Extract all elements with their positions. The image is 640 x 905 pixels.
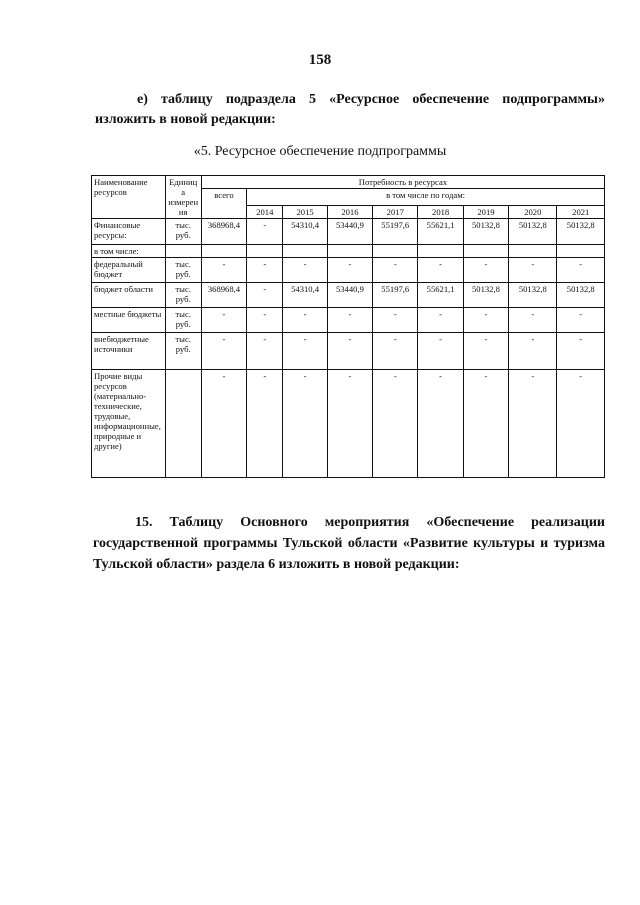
table-row — [92, 245, 605, 258]
row-total: 368968,4 — [201, 219, 246, 245]
row-year-value: 50132,8 — [509, 283, 557, 308]
row-year-value: - — [463, 258, 508, 283]
row-total: - — [201, 308, 246, 333]
row-name: в том числе: — [92, 245, 166, 258]
row-name: местные бюджеты — [92, 308, 166, 333]
header-need: Потребность в ресурсах — [201, 176, 604, 189]
table-row — [92, 370, 605, 478]
empty-cell — [509, 245, 557, 258]
row-year-value: 50132,8 — [557, 283, 605, 308]
header-year: 2019 — [463, 206, 508, 219]
row-year-value: - — [247, 333, 283, 370]
row-year-value: 53440,9 — [327, 219, 372, 245]
row-year-value: - — [373, 370, 418, 478]
empty-cell — [327, 245, 372, 258]
row-name: бюджет области — [92, 283, 166, 308]
row-year-value: - — [557, 258, 605, 283]
row-year-value: - — [509, 258, 557, 283]
row-year-value: - — [327, 370, 372, 478]
row-total: - — [201, 258, 246, 283]
row-unit: тыс. руб. — [165, 219, 201, 245]
header-by-years: в том числе по годам: — [247, 189, 605, 206]
row-year-value: - — [418, 258, 463, 283]
empty-cell — [247, 245, 283, 258]
row-year-value: - — [247, 308, 283, 333]
empty-cell — [165, 245, 201, 258]
row-year-value: - — [247, 219, 283, 245]
row-year-value: - — [283, 258, 327, 283]
row-year-value: - — [463, 333, 508, 370]
header-row-1 — [92, 176, 605, 189]
row-total: 368968,4 — [201, 283, 246, 308]
header-year: 2020 — [509, 206, 557, 219]
row-year-value: - — [557, 370, 605, 478]
header-year: 2017 — [373, 206, 418, 219]
header-unit: Единица измерения — [165, 176, 201, 219]
row-year-value: 55197,6 — [373, 283, 418, 308]
row-name: федеральный бюджет — [92, 258, 166, 283]
row-unit: тыс. руб. — [165, 308, 201, 333]
row-year-value: - — [373, 258, 418, 283]
row-year-value: - — [247, 370, 283, 478]
row-year-value: - — [509, 308, 557, 333]
row-year-value: 50132,8 — [509, 219, 557, 245]
row-year-value: - — [418, 370, 463, 478]
row-year-value: - — [373, 333, 418, 370]
row-unit: тыс. руб. — [165, 283, 201, 308]
empty-cell — [373, 245, 418, 258]
row-year-value: 55621,1 — [418, 283, 463, 308]
row-year-value: - — [418, 308, 463, 333]
table-row — [92, 219, 605, 245]
row-year-value: - — [418, 333, 463, 370]
page-number: 158 — [308, 52, 332, 68]
resource-table — [91, 175, 605, 478]
row-unit: тыс. руб. — [165, 333, 201, 370]
row-year-value: - — [509, 370, 557, 478]
empty-cell — [418, 245, 463, 258]
table-row — [92, 333, 605, 370]
row-name: Финансовые ресурсы: — [92, 219, 166, 245]
row-year-value: - — [463, 370, 508, 478]
empty-cell — [201, 245, 246, 258]
row-year-value: - — [283, 308, 327, 333]
row-total: - — [201, 333, 246, 370]
closing-paragraph: 15. Таблицу Основного мероприятия «Обеспечение реализации государственной программы Тульской области «Развитие культуры и туризма Тульской области» раздела 6 изложить в новой редакции: — [93, 515, 605, 572]
row-year-value: 55621,1 — [418, 219, 463, 245]
row-year-value: - — [327, 333, 372, 370]
table-row — [92, 283, 605, 308]
header-year: 2014 — [247, 206, 283, 219]
row-unit: тыс. руб. — [165, 258, 201, 283]
empty-cell — [463, 245, 508, 258]
row-year-value: - — [557, 308, 605, 333]
row-year-value: 55197,6 — [373, 219, 418, 245]
header-year: 2018 — [418, 206, 463, 219]
section-heading: «5. Ресурсное обеспечение подпрограммы — [193, 144, 447, 159]
table-row — [92, 258, 605, 283]
header-total: всего — [201, 189, 246, 219]
row-year-value: - — [463, 308, 508, 333]
header-resource-name: Наименование ресурсов — [92, 176, 166, 219]
row-year-value: - — [327, 258, 372, 283]
intro-paragraph: е) таблицу подраздела 5 «Ресурсное обеспечение подпрограммы» изложить в новой редакции: — [95, 92, 605, 127]
row-total: - — [201, 370, 246, 478]
row-name: Прочие виды ресурсов (материально-технические, трудовые, информационные, природные и другие) — [92, 370, 166, 478]
header-year: 2015 — [283, 206, 327, 219]
row-year-value: 50132,8 — [557, 219, 605, 245]
row-year-value: - — [247, 283, 283, 308]
row-year-value: 53440,9 — [327, 283, 372, 308]
row-unit — [165, 370, 201, 478]
row-year-value: 54310,4 — [283, 219, 327, 245]
row-year-value: - — [327, 308, 372, 333]
row-year-value: - — [247, 258, 283, 283]
empty-cell — [557, 245, 605, 258]
header-year: 2016 — [327, 206, 372, 219]
row-year-value: - — [283, 333, 327, 370]
row-name: внебюджетные источники — [92, 333, 166, 370]
row-year-value: 50132,8 — [463, 219, 508, 245]
header-year: 2021 — [557, 206, 605, 219]
row-year-value: - — [283, 370, 327, 478]
row-year-value: - — [373, 308, 418, 333]
empty-cell — [283, 245, 327, 258]
row-year-value: 54310,4 — [283, 283, 327, 308]
row-year-value: - — [509, 333, 557, 370]
table-row — [92, 308, 605, 333]
row-year-value: 50132,8 — [463, 283, 508, 308]
row-year-value: - — [557, 333, 605, 370]
